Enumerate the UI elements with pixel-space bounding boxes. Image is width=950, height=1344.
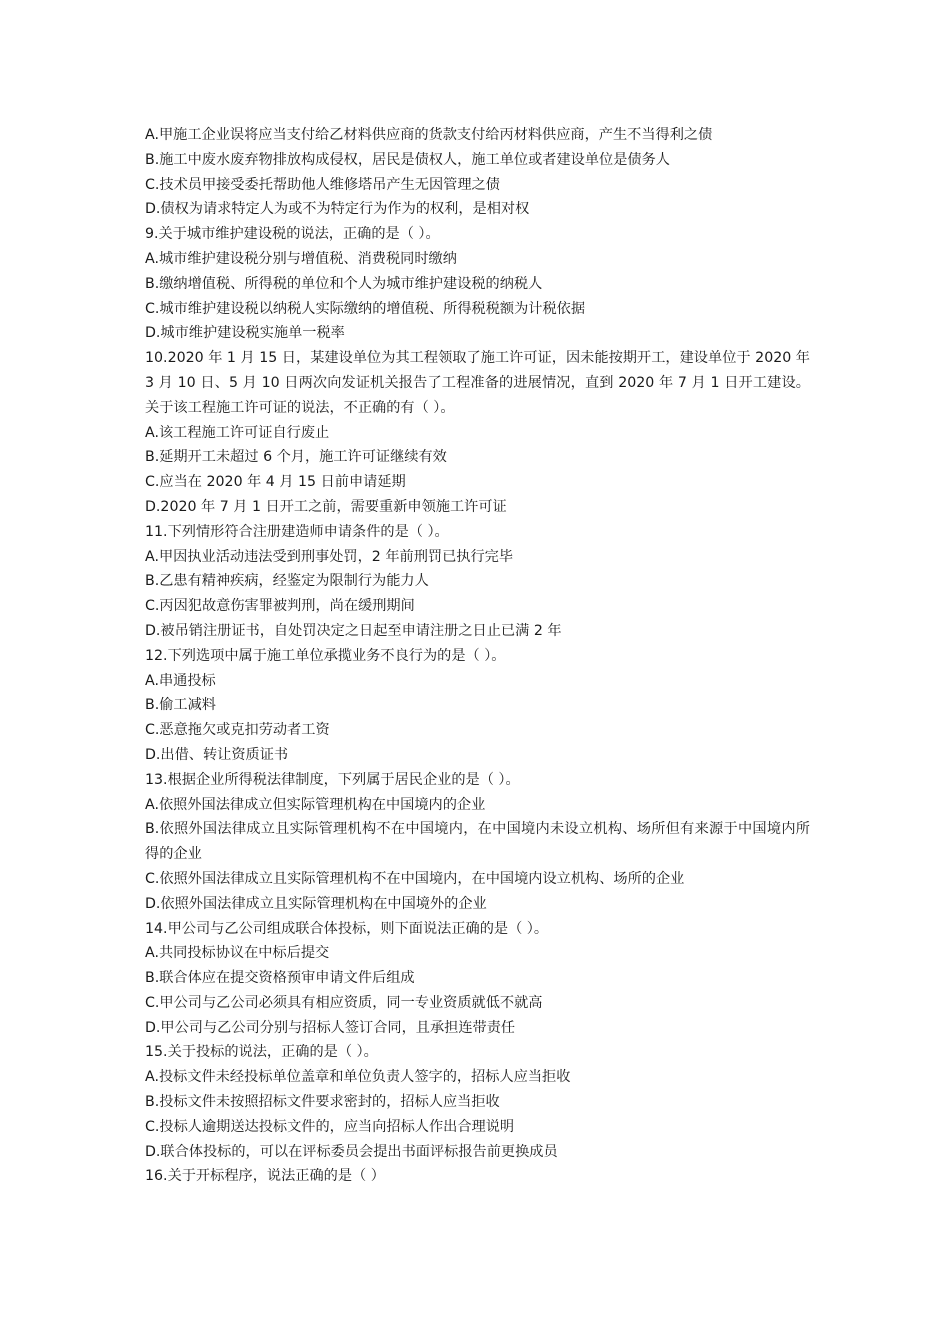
option-15d: D.联合体投标的，可以在评标委员会提出书面评标报告前更换成员: [145, 1143, 558, 1160]
option-9d: D.城市维护建设税实施单一税率: [145, 325, 345, 342]
question-15: 15.关于投标的说法，正确的是（ ）。: [145, 1044, 378, 1061]
document-page: [145, 123, 810, 1189]
option-13b: B.依照外国法律成立且实际管理机构不在中国境内，在中国境内未设立机构、场所但有来源于中国境内所得的企业: [145, 821, 810, 863]
option-9b: B.缴纳增值税、所得税的单位和个人为城市维护建设税的纳税人: [145, 275, 543, 292]
option-12c: C.恶意拖欠或克扣劳动者工资: [145, 722, 330, 739]
option-9c: C.城市维护建设税以纳税人实际缴纳的增值税、所得税税额为计税依据: [145, 300, 586, 317]
option-11b: B.乙患有精神疾病，经鉴定为限制行为能力人: [145, 573, 429, 590]
question-10: 10.2020 年 1 月 15 日，某建设单位为其工程领取了施工许可证，因未能按期开工，建设单位于 2020 年 3 月 10 日、5 月 10 日两次向发证机关报告了工程准备的进展情况，直到 2020 年 7 月 1 日开工建设。关于该工程施工许可证的说法，不正确的有（ ）。: [145, 350, 810, 416]
question-16: 16.关于开标程序，说法正确的是（ ）: [145, 1168, 385, 1185]
option-8a: A.甲施工企业误将应当支付给乙材料供应商的货款支付给丙材料供应商，产生不当得利之债: [145, 127, 713, 143]
option-13a: A.依照外国法律成立但实际管理机构在中国境内的企业: [145, 796, 486, 813]
option-12d: D.出借、转让资质证书: [145, 746, 289, 763]
option-10d: D.2020 年 7 月 1 日开工之前，需要重新申领施工许可证: [145, 498, 507, 515]
option-15a: A.投标文件未经投标单位盖章和单位负责人签字的，招标人应当拒收: [145, 1069, 571, 1086]
option-10b: B.延期开工未超过 6 个月，施工许可证继续有效: [145, 449, 447, 466]
question-13: 13.根据企业所得税法律制度，下列属于居民企业的是（ ）。: [145, 771, 520, 788]
option-14c: C.甲公司与乙公司必须具有相应资质，同一专业资质就低不就高: [145, 994, 543, 1011]
question-14: 14.甲公司与乙公司组成联合体投标，则下面说法正确的是（ ）。: [145, 920, 549, 937]
question-12: 12.下列选项中属于施工单位承揽业务不良行为的是（ ）。: [145, 647, 506, 664]
option-12b: B.偷工减料: [145, 697, 216, 714]
option-9a: A.城市维护建设税分别与增值税、消费税同时缴纳: [145, 250, 457, 267]
option-13c: C.依照外国法律成立且实际管理机构不在中国境内，在中国境内设立机构、场所的企业: [145, 870, 685, 887]
option-10c: C.应当在 2020 年 4 月 15 日前申请延期: [145, 474, 406, 491]
option-11d: D.被吊销注册证书，自处罚决定之日起至申请注册之日止已满 2 年: [145, 622, 562, 639]
option-15b: B.投标文件未按照招标文件要求密封的，招标人应当拒收: [145, 1094, 500, 1111]
option-11c: C.丙因犯故意伤害罪被判刑，尚在缓刑期间: [145, 598, 415, 615]
option-8c: C.技术员甲接受委托帮助他人维修塔吊产生无因管理之债: [145, 176, 500, 193]
option-10a: A.该工程施工许可证自行废止: [145, 424, 330, 441]
option-13d: D.依照外国法律成立且实际管理机构在中国境外的企业: [145, 895, 487, 912]
option-14b: B.联合体应在提交资格预审申请文件后组成: [145, 970, 415, 987]
option-15c: C.投标人逾期送达投标文件的，应当向招标人作出合理说明: [145, 1118, 515, 1135]
option-8d: D.债权为请求特定人为或不为特定行为作为的权利，是相对权: [145, 201, 530, 218]
option-11a: A.甲因执业活动违法受到刑事处罚，2 年前刑罚已执行完毕: [145, 548, 514, 565]
question-11: 11.下列情形符合注册建造师申请条件的是（ ）。: [145, 523, 449, 540]
option-12a: A.串通投标: [145, 672, 216, 689]
option-14d: D.甲公司与乙公司分别与招标人签订合同，且承担连带责任: [145, 1019, 516, 1036]
option-8b: B.施工中废水废弃物排放构成侵权，居民是债权人，施工单位或者建设单位是债务人: [145, 151, 670, 168]
option-14a: A.共同投标协议在中标后提交: [145, 945, 330, 962]
question-9: 9.关于城市维护建设税的说法，正确的是（ ）。: [145, 226, 440, 243]
